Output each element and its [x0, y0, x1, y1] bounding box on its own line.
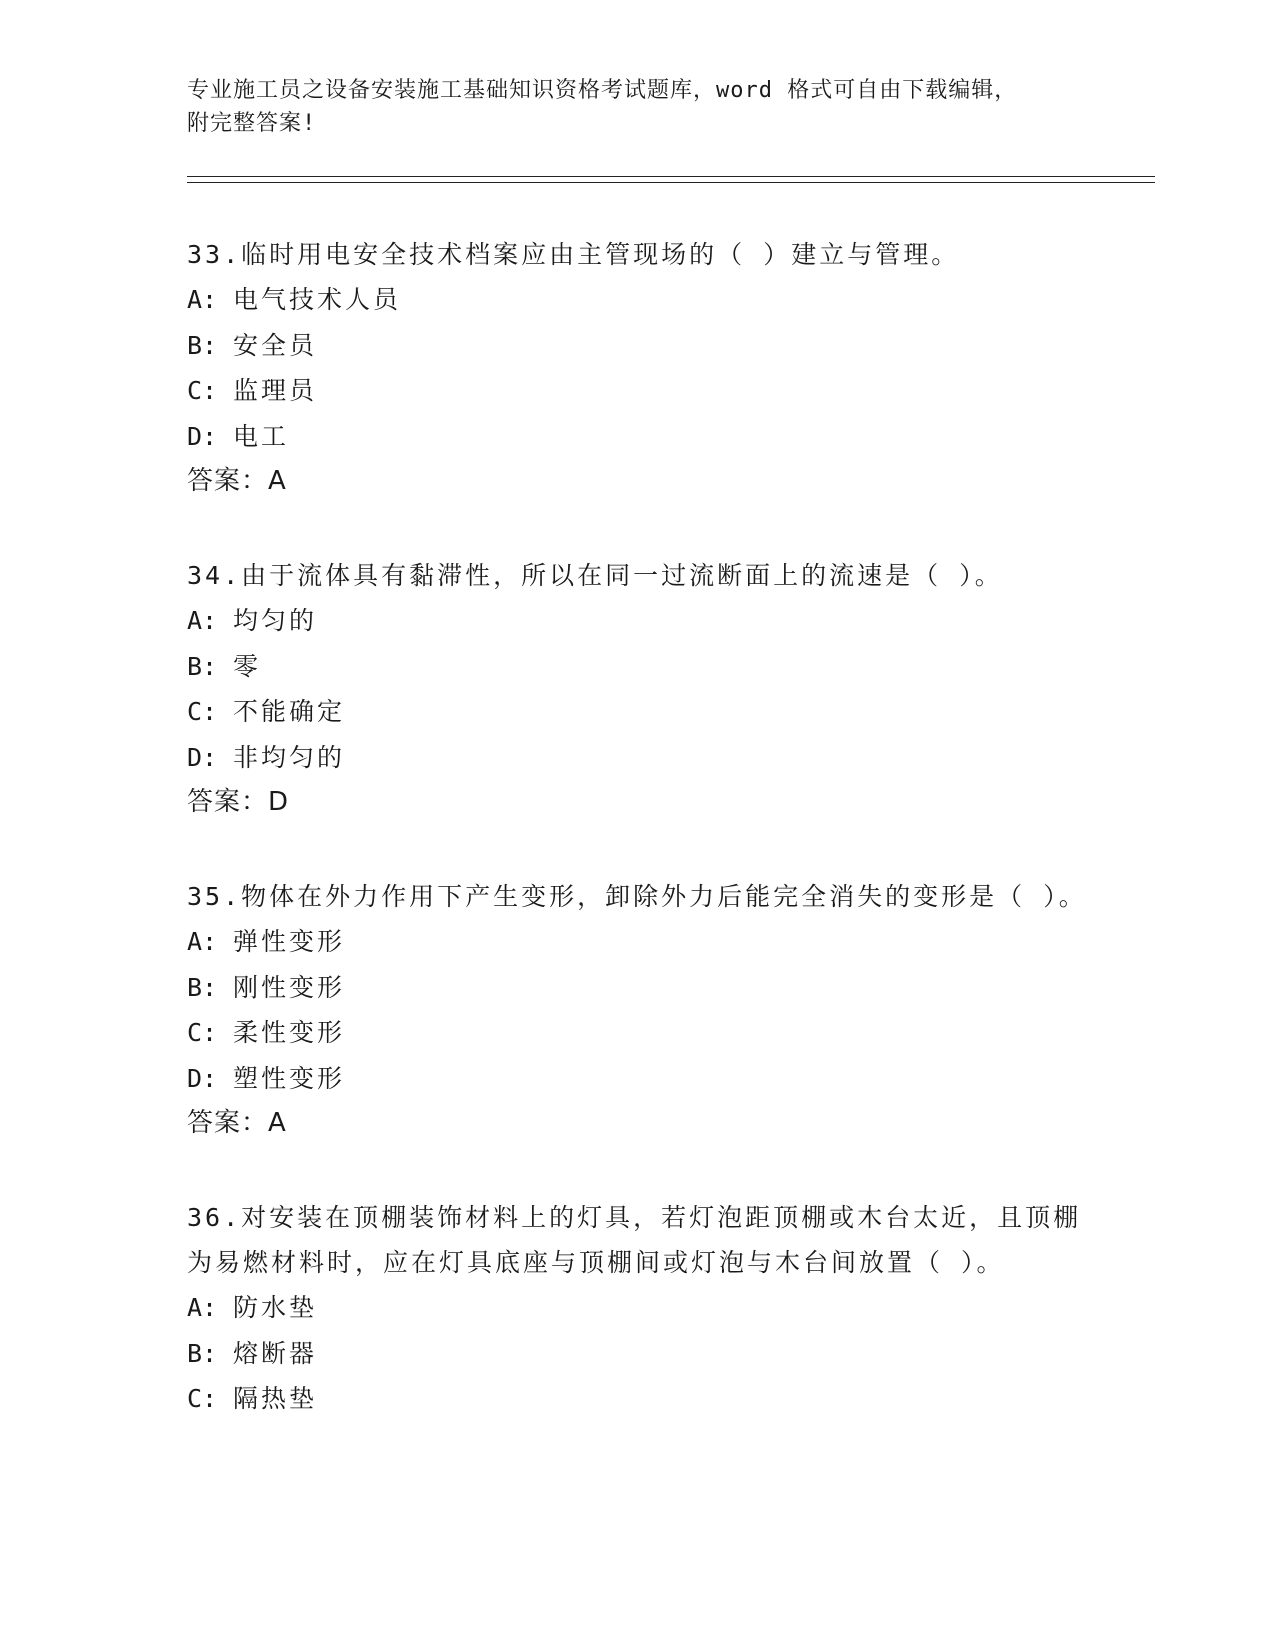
- document-header: [187, 74, 1067, 140]
- question-34: [187, 553, 1087, 825]
- option-key: C:: [187, 376, 218, 405]
- answer-line: 答案：D: [187, 787, 290, 817]
- option-b: [187, 1331, 1087, 1377]
- question-36: [187, 1195, 1087, 1422]
- question-33: [187, 232, 1087, 504]
- option-text: 电工: [233, 421, 290, 451]
- option-text: 防水垫: [233, 1293, 318, 1322]
- answer-line: 答案：A: [187, 466, 287, 496]
- option-key: A:: [187, 606, 218, 635]
- option-text: 电气技术人员: [233, 285, 402, 314]
- option-d: [187, 1056, 1087, 1102]
- question-stem: 34.由于流体具有黏滞性，所以在同一过流断面上的流速是（ ）。: [187, 561, 1003, 590]
- question-stem: 33.临时用电安全技术档案应由主管现场的（ ）建立与管理。: [187, 240, 960, 269]
- option-b: [187, 965, 1087, 1011]
- option-key: A:: [187, 285, 218, 314]
- option-key: B:: [187, 330, 218, 360]
- option-text: 不能确定: [233, 697, 346, 726]
- option-key: C:: [187, 1018, 218, 1047]
- option-text: 零: [233, 651, 262, 681]
- option-text: 均匀的: [233, 606, 318, 635]
- option-c: [187, 368, 1087, 414]
- header-line-1: 专业施工员之设备安装施工基础知识资格考试题库，word 格式可自由下载编辑，: [187, 78, 1018, 103]
- option-text: 塑性变形: [233, 1063, 346, 1093]
- question-stem: 35.物体在外力作用下产生变形，卸除外力后能完全消失的变形是（ ）。: [187, 882, 1087, 911]
- header-divider-bottom: [187, 182, 1155, 183]
- option-key: D:: [187, 421, 218, 451]
- option-d: [187, 414, 1087, 460]
- option-c: [187, 1010, 1087, 1056]
- header-divider-top: [187, 176, 1155, 177]
- option-c: [187, 1376, 1087, 1422]
- option-key: B:: [187, 1338, 218, 1368]
- option-text: 柔性变形: [233, 1018, 346, 1047]
- option-c: [187, 689, 1087, 735]
- option-key: C:: [187, 1384, 218, 1413]
- option-text: 弹性变形: [233, 927, 346, 956]
- option-b: [187, 644, 1087, 690]
- option-text: 监理员: [233, 376, 318, 405]
- option-a: [187, 1285, 1087, 1331]
- option-key: C:: [187, 697, 218, 726]
- option-key: A:: [187, 927, 218, 956]
- option-text: 熔断器: [233, 1338, 318, 1368]
- answer-line: 答案：A: [187, 1108, 287, 1138]
- header-line-2: 附完整答案!: [187, 111, 317, 136]
- option-key: B:: [187, 972, 218, 1002]
- option-text: 安全员: [233, 330, 318, 360]
- option-a: [187, 598, 1087, 644]
- question-list: [187, 232, 1087, 1471]
- option-key: D:: [187, 742, 218, 772]
- option-a: [187, 919, 1087, 965]
- question-stem: 36.对安装在顶棚装饰材料上的灯具，若灯泡距顶棚或木台太近，且顶棚为易燃材料时，应在灯具底座与顶棚间或灯泡与木台间放置（ ）。: [187, 1203, 1082, 1277]
- option-text: 非均匀的: [233, 742, 346, 772]
- option-key: B:: [187, 651, 218, 681]
- option-text: 隔热垫: [233, 1384, 318, 1413]
- option-text: 刚性变形: [233, 972, 346, 1002]
- option-key: A:: [187, 1293, 218, 1322]
- option-d: [187, 735, 1087, 781]
- option-b: [187, 323, 1087, 369]
- option-key: D:: [187, 1063, 218, 1093]
- option-a: [187, 277, 1087, 323]
- question-35: [187, 874, 1087, 1146]
